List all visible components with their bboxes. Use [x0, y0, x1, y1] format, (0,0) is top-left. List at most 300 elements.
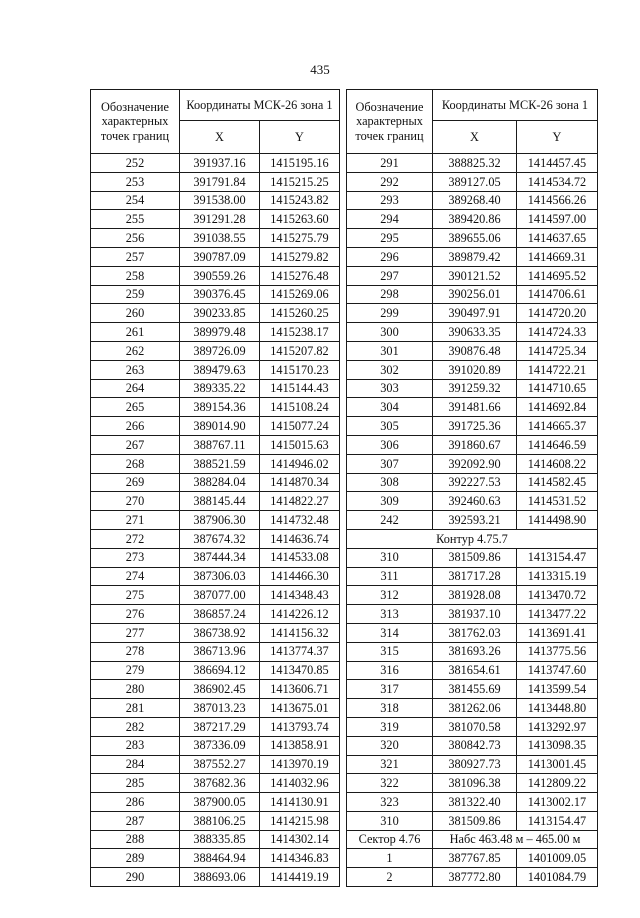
y-coordinate-cell: 1414722.21	[517, 360, 598, 379]
y-coordinate-cell: 1415275.79	[260, 229, 340, 248]
table-row	[91, 736, 340, 755]
x-coordinate-cell: 381455.69	[433, 680, 517, 699]
point-id-cell: 322	[347, 774, 433, 793]
table-row	[347, 830, 598, 849]
coordinates-table-left	[90, 89, 340, 887]
table-row	[347, 849, 598, 868]
x-coordinate-cell: 392092.90	[433, 454, 517, 473]
table-row	[347, 529, 598, 548]
table-row	[91, 567, 340, 586]
point-id-cell: 295	[347, 229, 433, 248]
point-id-cell: 278	[91, 642, 180, 661]
x-coordinate-cell: 387682.36	[180, 774, 260, 793]
point-id-cell: 314	[347, 623, 433, 642]
header-coords-group: Координаты МСК-26 зона 1	[433, 90, 598, 121]
x-coordinate-cell: 388693.06	[180, 868, 260, 887]
y-coordinate-cell: 1413154.47	[517, 548, 598, 567]
table-row	[347, 492, 598, 511]
x-coordinate-cell: 391038.55	[180, 229, 260, 248]
y-coordinate-cell: 1414706.61	[517, 285, 598, 304]
y-coordinate-cell: 1413154.47	[517, 811, 598, 830]
x-coordinate-cell: 386857.24	[180, 605, 260, 624]
y-coordinate-cell: 1413448.80	[517, 699, 598, 718]
point-id-cell: 288	[91, 830, 180, 849]
point-id-cell: 297	[347, 266, 433, 285]
point-id-cell: 312	[347, 586, 433, 605]
point-id-cell: 255	[91, 210, 180, 229]
header-y: Y	[517, 121, 598, 154]
table-row	[347, 774, 598, 793]
y-coordinate-cell: 1414534.72	[517, 172, 598, 191]
y-coordinate-cell: 1412809.22	[517, 774, 598, 793]
table-row	[91, 435, 340, 454]
table-row	[91, 793, 340, 812]
point-id-cell: 316	[347, 661, 433, 680]
x-coordinate-cell: 389420.86	[433, 210, 517, 229]
y-coordinate-cell: 1413599.54	[517, 680, 598, 699]
point-id-cell: 320	[347, 736, 433, 755]
table-body-left	[91, 154, 340, 887]
point-id-cell: 307	[347, 454, 433, 473]
point-id-cell: 302	[347, 360, 433, 379]
table-row	[91, 398, 340, 417]
x-coordinate-cell: 381762.03	[433, 623, 517, 642]
point-id-cell: 313	[347, 605, 433, 624]
point-id-cell: 310	[347, 548, 433, 567]
x-coordinate-cell: 387552.27	[180, 755, 260, 774]
y-coordinate-cell: 1413970.19	[260, 755, 340, 774]
y-coordinate-cell: 1413315.19	[517, 567, 598, 586]
table-row	[347, 360, 598, 379]
x-coordinate-cell: 389127.05	[433, 172, 517, 191]
header-y: Y	[260, 121, 340, 154]
table-row	[347, 454, 598, 473]
table-row	[91, 699, 340, 718]
x-coordinate-cell: 381096.38	[433, 774, 517, 793]
table-body-right	[347, 154, 598, 887]
y-coordinate-cell: 1413775.56	[517, 642, 598, 661]
table-row	[91, 661, 340, 680]
y-coordinate-cell: 1415243.82	[260, 191, 340, 210]
table-row	[91, 492, 340, 511]
x-coordinate-cell: 381509.86	[433, 811, 517, 830]
table-row	[347, 680, 598, 699]
page-number: 435	[310, 62, 330, 77]
table-row	[347, 417, 598, 436]
point-id-cell: 282	[91, 717, 180, 736]
table-row	[347, 605, 598, 624]
x-coordinate-cell: 387906.30	[180, 511, 260, 530]
table-row	[347, 379, 598, 398]
y-coordinate-cell: 1414822.27	[260, 492, 340, 511]
x-coordinate-cell: 386902.45	[180, 680, 260, 699]
point-id-cell: 264	[91, 379, 180, 398]
table-row	[91, 360, 340, 379]
point-id-cell: 272	[91, 529, 180, 548]
table-row	[347, 229, 598, 248]
table-row	[347, 398, 598, 417]
x-coordinate-cell: 381070.58	[433, 717, 517, 736]
point-id-cell: 294	[347, 210, 433, 229]
point-id-cell: 256	[91, 229, 180, 248]
y-coordinate-cell: 1413747.60	[517, 661, 598, 680]
y-coordinate-cell: 1415215.25	[260, 172, 340, 191]
table-row	[91, 529, 340, 548]
table-row	[347, 210, 598, 229]
x-coordinate-cell: 391259.32	[433, 379, 517, 398]
point-id-cell: 268	[91, 454, 180, 473]
table-row	[347, 323, 598, 342]
y-coordinate-cell: 1414156.32	[260, 623, 340, 642]
point-id-cell: 323	[347, 793, 433, 812]
table-row	[91, 811, 340, 830]
point-id-cell: 319	[347, 717, 433, 736]
x-coordinate-cell: 389655.06	[433, 229, 517, 248]
table-row	[91, 454, 340, 473]
x-coordinate-cell: 391860.67	[433, 435, 517, 454]
table-row	[91, 154, 340, 173]
x-coordinate-cell: 389726.09	[180, 341, 260, 360]
table-row	[91, 511, 340, 530]
table-row	[91, 323, 340, 342]
y-coordinate-cell: 1413691.41	[517, 623, 598, 642]
point-id-cell: 270	[91, 492, 180, 511]
coordinates-table-right	[346, 89, 598, 887]
y-coordinate-cell: 1413675.01	[260, 699, 340, 718]
y-coordinate-cell: 1401009.05	[517, 849, 598, 868]
x-coordinate-cell: 381717.28	[433, 567, 517, 586]
x-coordinate-cell: 389979.48	[180, 323, 260, 342]
y-coordinate-cell: 1415238.17	[260, 323, 340, 342]
y-coordinate-cell: 1414636.74	[260, 529, 340, 548]
point-id-cell: 317	[347, 680, 433, 699]
point-id-cell: 315	[347, 642, 433, 661]
table-row	[347, 793, 598, 812]
y-coordinate-cell: 1415269.06	[260, 285, 340, 304]
point-id-cell: 291	[347, 154, 433, 173]
x-coordinate-cell: 389014.90	[180, 417, 260, 436]
y-coordinate-cell: 1413292.97	[517, 717, 598, 736]
x-coordinate-cell: 389154.36	[180, 398, 260, 417]
x-coordinate-cell: 387444.34	[180, 548, 260, 567]
point-id-cell: 303	[347, 379, 433, 398]
table-row	[347, 285, 598, 304]
sector-label-cell: Сектор 4.76	[347, 830, 433, 849]
x-coordinate-cell: 387772.80	[433, 868, 517, 887]
y-coordinate-cell: 1415144.43	[260, 379, 340, 398]
point-id-cell: 281	[91, 699, 180, 718]
y-coordinate-cell: 1414725.34	[517, 341, 598, 360]
table-row	[347, 247, 598, 266]
table-row	[91, 680, 340, 699]
x-coordinate-cell: 380927.73	[433, 755, 517, 774]
point-id-cell: 310	[347, 811, 433, 830]
y-coordinate-cell: 1414695.52	[517, 266, 598, 285]
y-coordinate-cell: 1414457.45	[517, 154, 598, 173]
point-id-cell: 265	[91, 398, 180, 417]
table-row	[347, 435, 598, 454]
table-row	[347, 154, 598, 173]
table-row	[347, 191, 598, 210]
x-coordinate-cell: 381937.10	[433, 605, 517, 624]
point-id-cell: 254	[91, 191, 180, 210]
x-coordinate-cell: 390497.91	[433, 304, 517, 323]
x-coordinate-cell: 388145.44	[180, 492, 260, 511]
y-coordinate-cell: 1414498.90	[517, 511, 598, 530]
table-row	[347, 623, 598, 642]
y-coordinate-cell: 1414946.02	[260, 454, 340, 473]
point-id-cell: 273	[91, 548, 180, 567]
point-id-cell: 305	[347, 417, 433, 436]
point-id-cell: 261	[91, 323, 180, 342]
point-id-cell: 274	[91, 567, 180, 586]
y-coordinate-cell: 1414720.20	[517, 304, 598, 323]
point-id-cell: 296	[347, 247, 433, 266]
table-row	[91, 774, 340, 793]
y-coordinate-cell: 1415263.60	[260, 210, 340, 229]
x-coordinate-cell: 388521.59	[180, 454, 260, 473]
y-coordinate-cell: 1413606.71	[260, 680, 340, 699]
x-coordinate-cell: 387306.03	[180, 567, 260, 586]
point-id-cell: 299	[347, 304, 433, 323]
y-coordinate-cell: 1414710.65	[517, 379, 598, 398]
table-row	[91, 417, 340, 436]
x-coordinate-cell: 388767.11	[180, 435, 260, 454]
y-coordinate-cell: 1415207.82	[260, 341, 340, 360]
x-coordinate-cell: 390233.85	[180, 304, 260, 323]
y-coordinate-cell: 1414531.52	[517, 492, 598, 511]
y-coordinate-cell: 1414637.65	[517, 229, 598, 248]
table-row	[347, 699, 598, 718]
x-coordinate-cell: 389879.42	[433, 247, 517, 266]
x-coordinate-cell: 391291.28	[180, 210, 260, 229]
x-coordinate-cell: 381509.86	[433, 548, 517, 567]
y-coordinate-cell: 1414466.30	[260, 567, 340, 586]
y-coordinate-cell: 1413477.22	[517, 605, 598, 624]
x-coordinate-cell: 386694.12	[180, 661, 260, 680]
x-coordinate-cell: 389268.40	[433, 191, 517, 210]
table-row	[91, 172, 340, 191]
y-coordinate-cell: 1414732.48	[260, 511, 340, 530]
y-coordinate-cell: 1413858.91	[260, 736, 340, 755]
y-coordinate-cell: 1414566.26	[517, 191, 598, 210]
y-coordinate-cell: 1413001.45	[517, 755, 598, 774]
point-id-cell: 284	[91, 755, 180, 774]
table-row	[91, 210, 340, 229]
header-point-label: Обозначение характерных точек границ	[91, 90, 180, 154]
point-id-cell: 267	[91, 435, 180, 454]
point-id-cell: 292	[347, 172, 433, 191]
x-coordinate-cell: 391725.36	[433, 417, 517, 436]
table-row	[347, 511, 598, 530]
y-coordinate-cell: 1414646.59	[517, 435, 598, 454]
x-coordinate-cell: 381928.08	[433, 586, 517, 605]
x-coordinate-cell: 390121.52	[433, 266, 517, 285]
y-coordinate-cell: 1413793.74	[260, 717, 340, 736]
x-coordinate-cell: 387674.32	[180, 529, 260, 548]
table-row	[91, 266, 340, 285]
table-row	[91, 229, 340, 248]
table-row	[347, 548, 598, 567]
x-coordinate-cell: 387336.09	[180, 736, 260, 755]
table-row	[347, 586, 598, 605]
y-coordinate-cell: 1414419.19	[260, 868, 340, 887]
y-coordinate-cell: 1414302.14	[260, 830, 340, 849]
x-coordinate-cell: 390559.26	[180, 266, 260, 285]
y-coordinate-cell: 1414348.43	[260, 586, 340, 605]
point-id-cell: 260	[91, 304, 180, 323]
table-row	[347, 567, 598, 586]
point-id-cell: 280	[91, 680, 180, 699]
y-coordinate-cell: 1414533.08	[260, 548, 340, 567]
point-id-cell: 279	[91, 661, 180, 680]
point-id-cell: 2	[347, 868, 433, 887]
y-coordinate-cell: 1415015.63	[260, 435, 340, 454]
x-coordinate-cell: 389335.22	[180, 379, 260, 398]
y-coordinate-cell: 1414130.91	[260, 793, 340, 812]
point-id-cell: 262	[91, 341, 180, 360]
x-coordinate-cell: 387013.23	[180, 699, 260, 718]
x-coordinate-cell: 387767.85	[433, 849, 517, 868]
elevation-range-cell: Набс 463.48 м – 465.00 м	[433, 830, 598, 849]
x-coordinate-cell: 381654.61	[433, 661, 517, 680]
y-coordinate-cell: 1413470.72	[517, 586, 598, 605]
y-coordinate-cell: 1413098.35	[517, 736, 598, 755]
x-coordinate-cell: 391020.89	[433, 360, 517, 379]
x-coordinate-cell: 391481.66	[433, 398, 517, 417]
table-row	[347, 266, 598, 285]
x-coordinate-cell: 388464.94	[180, 849, 260, 868]
x-coordinate-cell: 387900.05	[180, 793, 260, 812]
point-id-cell: 298	[347, 285, 433, 304]
y-coordinate-cell: 1415195.16	[260, 154, 340, 173]
contour-label-cell: Контур 4.75.7	[347, 529, 598, 548]
x-coordinate-cell: 388106.25	[180, 811, 260, 830]
table-row	[347, 868, 598, 887]
y-coordinate-cell: 1414346.83	[260, 849, 340, 868]
point-id-cell: 311	[347, 567, 433, 586]
table-row	[347, 661, 598, 680]
header-x: X	[433, 121, 517, 154]
point-id-cell: 309	[347, 492, 433, 511]
point-id-cell: 304	[347, 398, 433, 417]
x-coordinate-cell: 381322.40	[433, 793, 517, 812]
point-id-cell: 308	[347, 473, 433, 492]
y-coordinate-cell: 1415108.24	[260, 398, 340, 417]
header-x: X	[180, 121, 260, 154]
y-coordinate-cell: 1415279.82	[260, 247, 340, 266]
y-coordinate-cell: 1414582.45	[517, 473, 598, 492]
table-row	[91, 379, 340, 398]
table-row	[91, 341, 340, 360]
point-id-cell: 269	[91, 473, 180, 492]
table-row	[91, 849, 340, 868]
x-coordinate-cell: 392593.21	[433, 511, 517, 530]
x-coordinate-cell: 390376.45	[180, 285, 260, 304]
x-coordinate-cell: 391538.00	[180, 191, 260, 210]
point-id-cell: 293	[347, 191, 433, 210]
point-id-cell: 259	[91, 285, 180, 304]
point-id-cell: 285	[91, 774, 180, 793]
x-coordinate-cell: 386738.92	[180, 623, 260, 642]
y-coordinate-cell: 1414226.12	[260, 605, 340, 624]
y-coordinate-cell: 1413470.85	[260, 661, 340, 680]
point-id-cell: 266	[91, 417, 180, 436]
table-row	[347, 473, 598, 492]
table-row	[91, 285, 340, 304]
point-id-cell: 289	[91, 849, 180, 868]
y-coordinate-cell: 1415260.25	[260, 304, 340, 323]
table-row	[91, 868, 340, 887]
x-coordinate-cell: 388284.04	[180, 473, 260, 492]
y-coordinate-cell: 1414870.34	[260, 473, 340, 492]
point-id-cell: 242	[347, 511, 433, 530]
point-id-cell: 277	[91, 623, 180, 642]
point-id-cell: 301	[347, 341, 433, 360]
point-id-cell: 276	[91, 605, 180, 624]
point-id-cell: 1	[347, 849, 433, 868]
x-coordinate-cell: 389479.63	[180, 360, 260, 379]
point-id-cell: 286	[91, 793, 180, 812]
x-coordinate-cell: 390256.01	[433, 285, 517, 304]
table-row	[347, 341, 598, 360]
point-id-cell: 257	[91, 247, 180, 266]
table-row	[91, 586, 340, 605]
x-coordinate-cell: 391937.16	[180, 154, 260, 173]
table-row	[91, 247, 340, 266]
table-row	[91, 304, 340, 323]
table-row	[91, 605, 340, 624]
x-coordinate-cell: 388825.32	[433, 154, 517, 173]
table-row	[91, 191, 340, 210]
point-id-cell: 252	[91, 154, 180, 173]
x-coordinate-cell: 386713.96	[180, 642, 260, 661]
point-id-cell: 253	[91, 172, 180, 191]
point-id-cell: 258	[91, 266, 180, 285]
y-coordinate-cell: 1414608.22	[517, 454, 598, 473]
x-coordinate-cell: 391791.84	[180, 172, 260, 191]
x-coordinate-cell: 392227.53	[433, 473, 517, 492]
table-row	[91, 473, 340, 492]
point-id-cell: 283	[91, 736, 180, 755]
y-coordinate-cell: 1415170.23	[260, 360, 340, 379]
y-coordinate-cell: 1414724.33	[517, 323, 598, 342]
x-coordinate-cell: 390787.09	[180, 247, 260, 266]
point-id-cell: 275	[91, 586, 180, 605]
table-row	[347, 642, 598, 661]
header-coords-group: Координаты МСК-26 зона 1	[180, 90, 340, 121]
y-coordinate-cell: 1413002.17	[517, 793, 598, 812]
table-row	[347, 736, 598, 755]
table-row	[91, 548, 340, 567]
x-coordinate-cell: 380842.73	[433, 736, 517, 755]
y-coordinate-cell: 1414692.84	[517, 398, 598, 417]
header-point-label: Обозначение характерных точек границ	[347, 90, 433, 154]
point-id-cell: 290	[91, 868, 180, 887]
table-row	[91, 717, 340, 736]
x-coordinate-cell: 381262.06	[433, 699, 517, 718]
x-coordinate-cell: 388335.85	[180, 830, 260, 849]
y-coordinate-cell: 1415276.48	[260, 266, 340, 285]
table-row	[347, 172, 598, 191]
table-row	[91, 642, 340, 661]
point-id-cell: 287	[91, 811, 180, 830]
point-id-cell: 318	[347, 699, 433, 718]
y-coordinate-cell: 1414665.37	[517, 417, 598, 436]
table-row	[347, 811, 598, 830]
point-id-cell: 306	[347, 435, 433, 454]
x-coordinate-cell: 381693.26	[433, 642, 517, 661]
